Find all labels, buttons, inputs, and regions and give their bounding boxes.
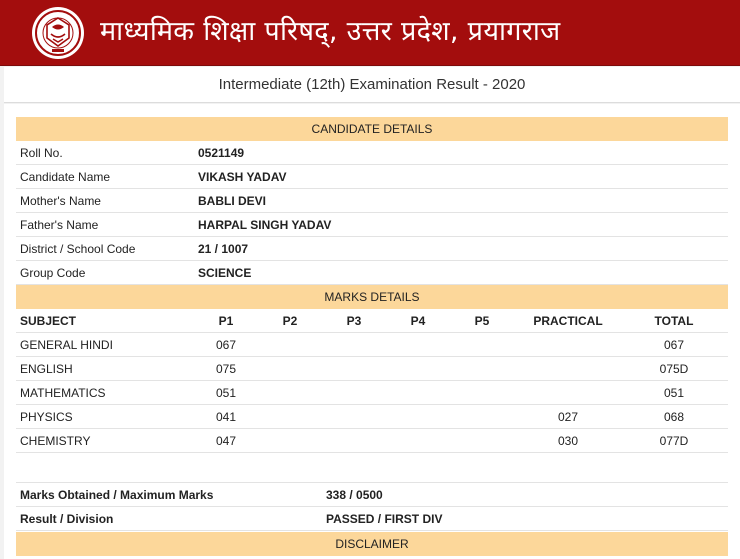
result-division-value: PASSED / FIRST DIV — [326, 512, 443, 526]
info-row-mothers-name — [16, 189, 728, 213]
board-title: माध्यमिक शिक्षा परिषद्, उत्तर प्रदेश, प्रयागराज — [100, 16, 561, 47]
subject-cell: GENERAL HINDI — [20, 338, 113, 352]
info-row-district-school-code — [16, 237, 728, 261]
disclaimer-heading: DISCLAIMER — [16, 532, 728, 556]
marks-header-row — [16, 309, 728, 333]
table-row — [16, 381, 728, 405]
info-row-fathers-name — [16, 213, 728, 237]
candidate-details-heading: CANDIDATE DETAILS — [16, 117, 728, 141]
column-header-p1: P1 — [218, 314, 234, 328]
table-row — [16, 405, 728, 429]
total-cell: 077D — [659, 434, 689, 448]
subject-cell: MATHEMATICS — [20, 386, 106, 400]
info-value: SCIENCE — [198, 266, 252, 280]
p1-cell: 075 — [215, 362, 237, 376]
info-label: District / School Code — [20, 242, 136, 256]
spacer-row — [16, 453, 728, 483]
practical-cell: 027 — [557, 410, 579, 424]
info-label: Father's Name — [20, 218, 99, 232]
table-row — [16, 333, 728, 357]
total-cell: 051 — [663, 386, 685, 400]
marks-obtained-value: 338 / 0500 — [326, 488, 383, 502]
total-cell: 075D — [659, 362, 689, 376]
info-value: BABLI DEVI — [198, 194, 267, 208]
result-division-row — [16, 507, 728, 531]
column-header-p2: P2 — [282, 314, 298, 328]
column-header-p5: P5 — [474, 314, 490, 328]
total-cell: 068 — [663, 410, 685, 424]
info-value: VIKASH YADAV — [198, 170, 287, 184]
p1-cell: 041 — [215, 410, 237, 424]
marks-details-heading: MARKS DETAILS — [16, 285, 728, 309]
marks-obtained-row — [16, 483, 728, 507]
subject-cell: ENGLISH — [20, 362, 73, 376]
column-header-practical: PRACTICAL — [533, 314, 603, 328]
p1-cell: 067 — [215, 338, 237, 352]
subject-cell: PHYSICS — [20, 410, 73, 424]
table-row — [16, 429, 728, 453]
info-value: 21 / 1007 — [198, 242, 249, 256]
site-header — [0, 0, 740, 66]
info-label: Group Code — [20, 266, 86, 280]
info-value: 0521149 — [198, 146, 245, 160]
p1-cell: 051 — [215, 386, 237, 400]
info-label: Candidate Name — [20, 170, 111, 184]
column-header-p4: P4 — [410, 314, 426, 328]
info-label: Roll No. — [20, 146, 63, 160]
up-board-emblem-icon — [32, 7, 84, 59]
total-cell: 067 — [663, 338, 685, 352]
result-division-label: Result / Division — [20, 512, 114, 526]
info-label: Mother's Name — [20, 194, 101, 208]
marks-obtained-label: Marks Obtained / Maximum Marks — [20, 488, 214, 502]
info-row-candidate-name — [16, 165, 728, 189]
column-header-p3: P3 — [346, 314, 362, 328]
info-row-group-code — [16, 261, 728, 285]
page-title: Intermediate (12th) Examination Result - 2020 — [4, 67, 740, 103]
p1-cell: 047 — [215, 434, 237, 448]
subject-cell: CHEMISTRY — [20, 434, 91, 448]
column-header-subject: SUBJECT — [20, 314, 77, 328]
info-row-roll-no — [16, 141, 728, 165]
table-row — [16, 357, 728, 381]
column-header-total: TOTAL — [654, 314, 694, 328]
practical-cell: 030 — [557, 434, 579, 448]
info-value: HARPAL SINGH YADAV — [198, 218, 332, 232]
